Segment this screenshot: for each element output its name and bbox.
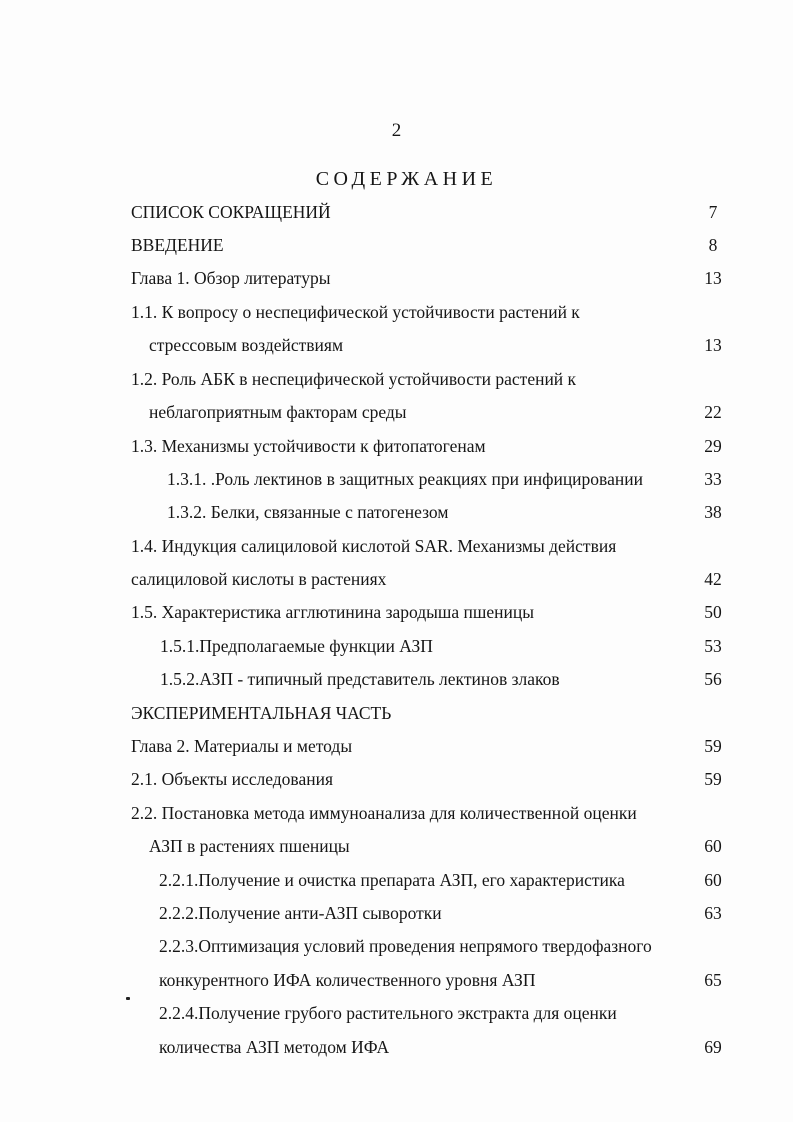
toc-section-heading: ЭКСПЕРИМЕНТАЛЬНАЯ ЧАСТЬ (131, 703, 392, 723)
toc-entry-text: салициловой кислоты в растениях (131, 569, 387, 589)
toc-entry-text: 1.5.1.Предполагаемые функции АЗП (160, 636, 433, 656)
toc-entry-text: СПИСОК СОКРАЩЕНИЙ (131, 202, 331, 222)
toc-entry-page: 63 (704, 903, 722, 923)
toc-entry-text: 1.3.1. .Роль лектинов в защитных реакциях при инфицировании (167, 469, 643, 489)
toc-entry-page: 22 (704, 402, 722, 422)
toc-entry-text: количества АЗП методом ИФА (159, 1037, 390, 1057)
toc-entry-text: 1.5. Характеристика агглютинина зародыша пшеницы (131, 602, 534, 622)
toc-entry-text: 2.2. Постановка метода иммуноанализа для количественной оценки (131, 803, 637, 823)
toc-entry-text: конкурентного ИФА количественного уровня АЗП (159, 970, 536, 990)
toc-entry-page: 59 (704, 736, 722, 756)
toc-entry-text: 1.2. Роль АБК в неспецифической устойчивости растений к (131, 369, 577, 389)
toc-entry-page: 7 (708, 202, 718, 222)
toc-entry-text: Глава 1. Обзор литературы (131, 268, 331, 288)
toc-entry-text: АЗП в растениях пшеницы (149, 836, 350, 856)
toc-entry-text: ВВЕДЕНИЕ (131, 235, 224, 255)
toc-entry-text: 1.5.2.АЗП - типичный представитель лектинов злаков (160, 669, 560, 689)
toc-entry-text: 2.2.1.Получение и очистка препарата АЗП, его характеристика (159, 870, 625, 890)
toc-entry-text: 1.4. Индукция салициловой кислотой SAR. Механизмы действия (131, 536, 617, 556)
toc-entry-page: 60 (704, 870, 722, 890)
toc-entry-page: 38 (704, 502, 722, 522)
toc-entry-text: 2.1. Объекты исследования (131, 769, 334, 789)
toc-title: СОДЕРЖАНИЕ (315, 168, 498, 190)
toc-entry-text: 2.2.2.Получение анти-АЗП сыворотки (159, 903, 442, 923)
scan-speck (126, 997, 130, 1000)
toc-entry-text: 1.1. К вопросу о неспецифической устойчивости растений к (131, 302, 580, 322)
toc-entry-page: 29 (704, 436, 722, 456)
toc-entry-text: Глава 2. Материалы и методы (131, 736, 353, 756)
toc-entry-text: стрессовым воздействиям (149, 335, 344, 355)
toc-entry-page: 56 (704, 669, 722, 689)
toc-entry-text: 1.3.2. Белки, связанные с патогенезом (167, 502, 449, 522)
toc-entry-text: неблагоприятным факторам среды (149, 402, 407, 422)
toc-entry-text: 2.2.4.Получение грубого растительного экстракта для оценки (159, 1003, 617, 1023)
toc-entry-page: 53 (704, 636, 722, 656)
toc-entry-text: 1.3. Механизмы устойчивости к фитопатогенам (131, 436, 486, 456)
toc-entry-page: 33 (704, 469, 722, 489)
toc-entry-page: 13 (704, 268, 722, 288)
toc-entry-page: 50 (704, 602, 722, 622)
page-number: 2 (391, 120, 402, 141)
toc-entry-page: 59 (704, 769, 722, 789)
toc-entry-page: 65 (704, 970, 722, 990)
toc-entry-page: 42 (704, 569, 722, 589)
toc-entry-page: 60 (704, 836, 722, 856)
toc-entry-page: 8 (708, 235, 718, 255)
toc-entry-page: 69 (704, 1037, 722, 1057)
toc-entry-text: 2.2.3.Оптимизация условий проведения непрямого твердофазного (159, 936, 652, 956)
toc-entry-page: 13 (704, 335, 722, 355)
